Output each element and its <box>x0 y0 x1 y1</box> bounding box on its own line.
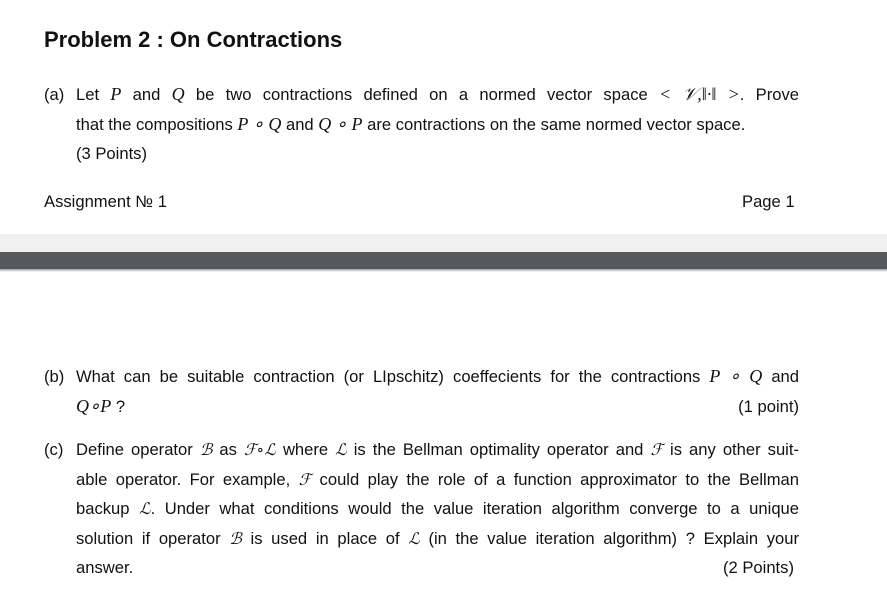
text: ? <box>111 396 126 416</box>
math-F-compose-L: ℱ∘ℒ <box>243 440 276 459</box>
text: is used in place of <box>241 528 409 548</box>
footer-page-number: Page 1 <box>742 192 795 211</box>
text: as <box>212 440 244 459</box>
math-L: ℒ <box>139 499 151 518</box>
part-b-line-2 <box>76 392 799 422</box>
math-normed-space: < 𝒱,‖·‖ > <box>659 84 740 104</box>
math-L: ℒ <box>335 440 347 459</box>
part-c-line-2 <box>76 465 799 495</box>
text: and <box>121 85 172 104</box>
text: . Prove <box>739 85 799 104</box>
text: and <box>762 367 799 386</box>
math-B: ℬ <box>199 440 213 459</box>
math-Q: Q <box>171 84 185 104</box>
part-c-line-5 <box>76 553 799 583</box>
text: is any other suit- <box>663 440 799 459</box>
math-F: ℱ <box>650 440 664 459</box>
math-P-compose-Q: P ∘ Q <box>237 113 282 134</box>
part-a-line-1 <box>76 80 799 110</box>
part-c-label: (c) <box>44 440 64 459</box>
text: What can be suitable contraction (or LIpschitz) coeffecients for the contractions <box>76 367 710 386</box>
part-a-label: (a) <box>44 85 65 104</box>
part-c-body <box>76 435 799 583</box>
text: (in the value iteration algorithm) ? Explain your <box>419 528 799 548</box>
text: able operator. For example, <box>76 469 299 489</box>
text: Define operator <box>76 440 200 459</box>
text: where <box>275 440 336 459</box>
problem-title: Problem 2 : On Contractions <box>44 27 343 52</box>
part-b-body <box>76 362 799 421</box>
part-b-line-1 <box>76 362 799 392</box>
math-B: ℬ <box>229 528 242 548</box>
part-c-line-3 <box>76 494 799 524</box>
text: . Under what conditions would the value iteration algorithm converge to a unique <box>150 499 799 518</box>
page-break-divider <box>0 252 887 269</box>
footer-assignment: Assignment № 1 <box>44 192 167 211</box>
text: be two contractions defined on a normed vector space <box>184 85 659 104</box>
text: answer. <box>76 558 134 577</box>
part-c <box>0 435 887 585</box>
text: are contractions on the same normed vector space. <box>362 114 746 134</box>
math-P-compose-Q: P ∘ Q <box>709 366 763 386</box>
text: backup <box>76 499 140 518</box>
text: that the compositions <box>76 114 238 134</box>
math-L: ℒ <box>408 528 420 548</box>
math-Q-compose-P: Q ∘ P <box>318 113 363 134</box>
part-a-line-2 <box>76 110 799 140</box>
math-P: P <box>110 84 122 104</box>
text: and <box>281 114 319 134</box>
page-break-gap <box>0 234 887 252</box>
text: could play the role of a function approximator to the Bellman <box>311 469 799 489</box>
text: solution if operator <box>76 528 230 548</box>
part-a-body <box>76 80 799 169</box>
part-b-label: (b) <box>44 367 65 386</box>
math-F: ℱ <box>298 469 312 489</box>
text: Let <box>76 85 111 104</box>
page-break-shadow <box>0 269 887 272</box>
part-b-points: (1 point) <box>738 396 799 416</box>
math-Q-compose-P: Q∘P <box>76 395 112 416</box>
part-c-line-1 <box>76 435 799 465</box>
part-b <box>0 362 887 422</box>
part-a-points: (3 Points) <box>76 144 148 163</box>
text: is the Bellman optimality operator and <box>346 440 651 459</box>
part-c-points: (2 Points) <box>722 558 794 577</box>
part-a <box>0 80 887 170</box>
part-c-line-4 <box>76 524 799 554</box>
